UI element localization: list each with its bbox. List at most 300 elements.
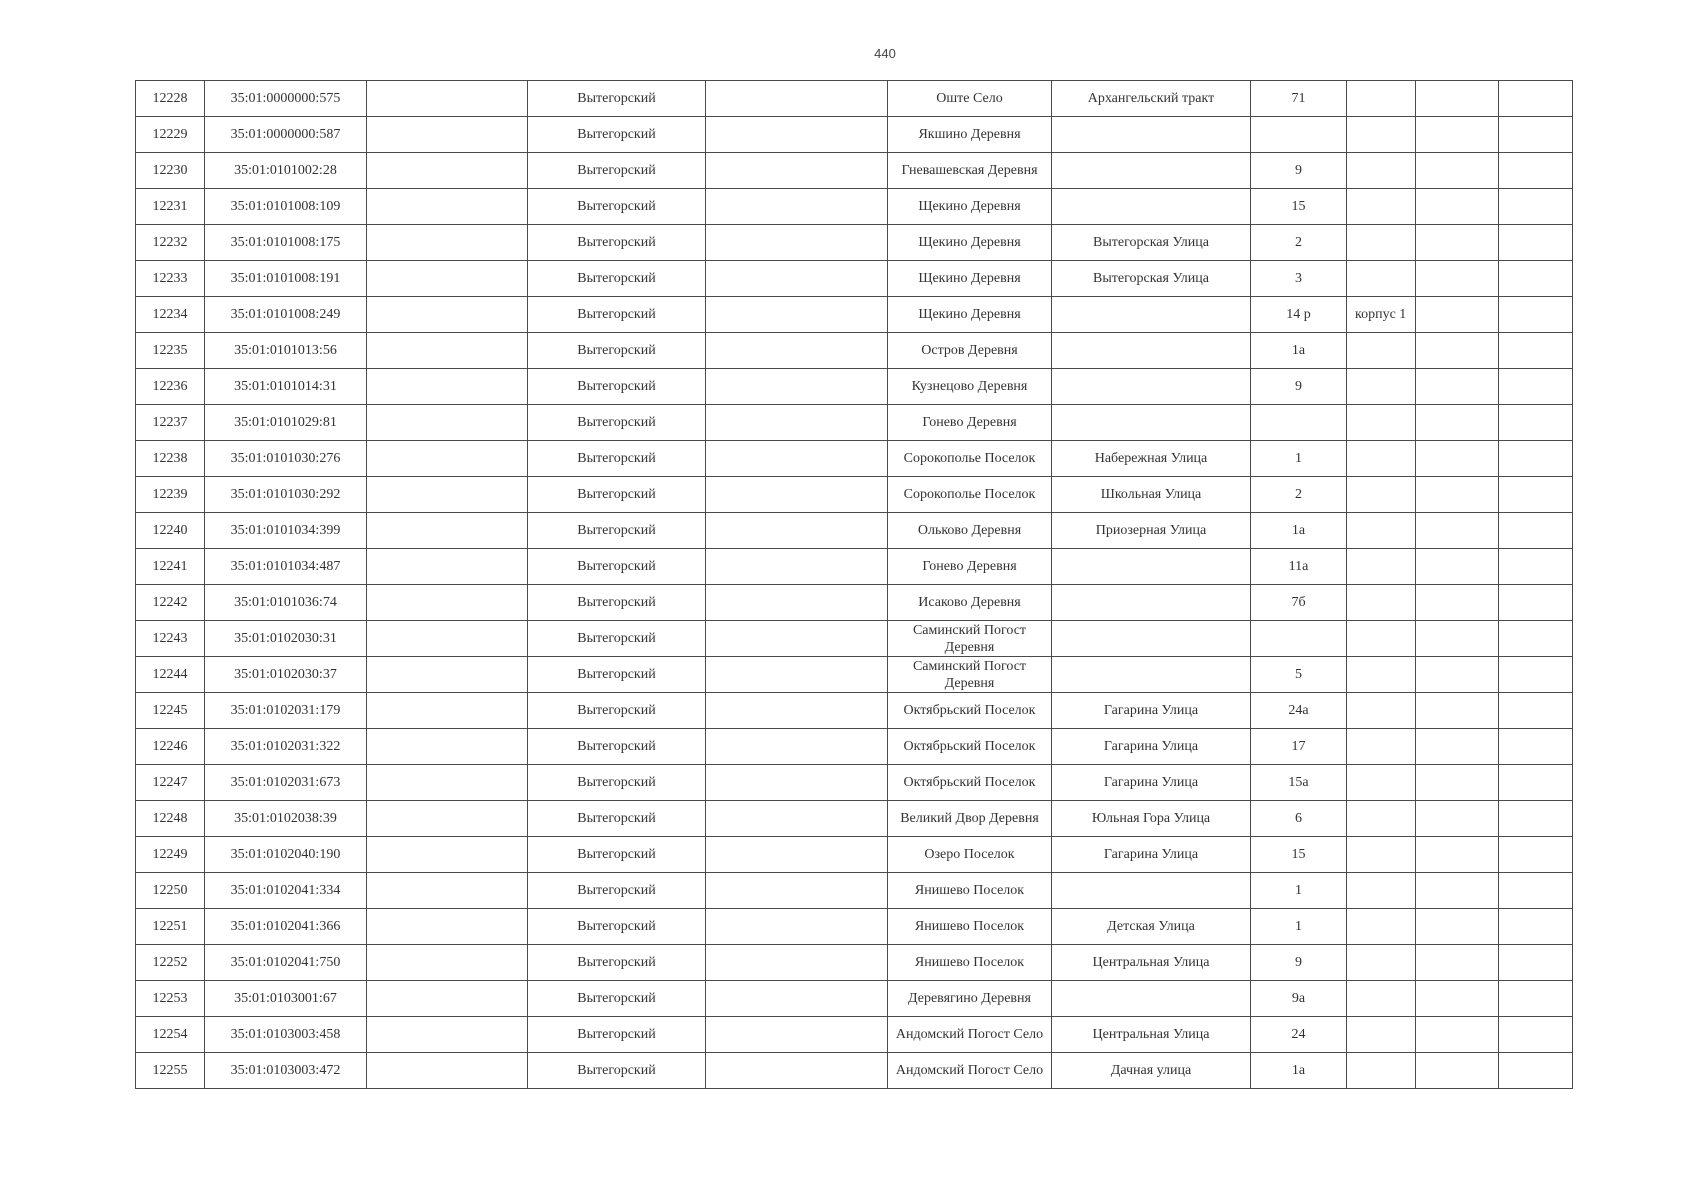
table-row [136,909,1573,945]
cadastral-number-cell: 35:01:0102031:179 [205,693,367,729]
empty-cell [1499,549,1573,585]
district-cell: Вытегорский [528,369,706,405]
district-cell: Вытегорский [528,1053,706,1089]
table-row [136,549,1573,585]
district-cell: Вытегорский [528,513,706,549]
district-cell: Вытегорский [528,117,706,153]
locality-cell: Оште Село [888,81,1052,117]
empty-cell [1416,261,1499,297]
house-number-cell: 1а [1251,513,1347,549]
empty-cell [367,1017,528,1053]
page-number: 440 [874,46,896,61]
locality-cell: Деревягино Деревня [888,981,1052,1017]
empty-cell [1416,981,1499,1017]
empty-cell [1499,297,1573,333]
building-corpus-cell [1347,549,1416,585]
cadastral-number-cell: 35:01:0101002:28 [205,153,367,189]
registry-table-body [136,81,1573,1089]
empty-cell [1499,621,1573,657]
row-number-cell: 12234 [136,297,205,333]
district-cell: Вытегорский [528,225,706,261]
row-number-cell: 12233 [136,261,205,297]
building-corpus-cell [1347,477,1416,513]
empty-cell [706,729,888,765]
empty-cell [1416,189,1499,225]
empty-cell [1416,801,1499,837]
street-cell: Приозерная Улица [1052,513,1251,549]
street-cell: Школьная Улица [1052,477,1251,513]
empty-cell [706,153,888,189]
locality-cell: Гневашевская Деревня [888,153,1052,189]
empty-cell [1499,729,1573,765]
empty-cell [1416,1017,1499,1053]
building-corpus-cell [1347,189,1416,225]
locality-cell: Щекино Деревня [888,225,1052,261]
empty-cell [1499,513,1573,549]
district-cell: Вытегорский [528,477,706,513]
building-corpus-cell [1347,225,1416,261]
empty-cell [367,405,528,441]
house-number-cell: 3 [1251,261,1347,297]
empty-cell [1499,873,1573,909]
empty-cell [706,261,888,297]
empty-cell [1416,873,1499,909]
table-row [136,693,1573,729]
street-cell [1052,549,1251,585]
district-cell: Вытегорский [528,657,706,693]
locality-cell: Исаково Деревня [888,585,1052,621]
district-cell: Вытегорский [528,585,706,621]
building-corpus-cell [1347,909,1416,945]
house-number-cell: 9а [1251,981,1347,1017]
cadastral-number-cell: 35:01:0101030:292 [205,477,367,513]
table-row [136,369,1573,405]
locality-cell: Саминский Погост Деревня [888,621,1052,657]
house-number-cell [1251,117,1347,153]
street-cell: Центральная Улица [1052,945,1251,981]
building-corpus-cell [1347,369,1416,405]
row-number-cell: 12244 [136,657,205,693]
table-row [136,261,1573,297]
row-number-cell: 12228 [136,81,205,117]
empty-cell [367,621,528,657]
district-cell: Вытегорский [528,909,706,945]
house-number-cell: 9 [1251,369,1347,405]
empty-cell [1416,549,1499,585]
cadastral-number-cell: 35:01:0102041:366 [205,909,367,945]
row-number-cell: 12253 [136,981,205,1017]
cadastral-number-cell: 35:01:0102041:334 [205,873,367,909]
cadastral-number-cell: 35:01:0101029:81 [205,405,367,441]
street-cell [1052,333,1251,369]
empty-cell [1416,441,1499,477]
building-corpus-cell [1347,333,1416,369]
empty-cell [1499,1053,1573,1089]
empty-cell [706,117,888,153]
row-number-cell: 12230 [136,153,205,189]
empty-cell [1499,693,1573,729]
empty-cell [1499,585,1573,621]
empty-cell [367,81,528,117]
district-cell: Вытегорский [528,549,706,585]
empty-cell [706,441,888,477]
locality-cell: Янишево Поселок [888,945,1052,981]
row-number-cell: 12255 [136,1053,205,1089]
street-cell: Гагарина Улица [1052,765,1251,801]
row-number-cell: 12241 [136,549,205,585]
street-cell: Гагарина Улица [1052,837,1251,873]
empty-cell [1416,693,1499,729]
district-cell: Вытегорский [528,981,706,1017]
table-row [136,981,1573,1017]
empty-cell [367,225,528,261]
empty-cell [367,837,528,873]
empty-cell [706,81,888,117]
locality-cell: Янишево Поселок [888,909,1052,945]
empty-cell [1416,585,1499,621]
row-number-cell: 12248 [136,801,205,837]
empty-cell [1416,513,1499,549]
empty-cell [1499,261,1573,297]
empty-cell [1499,189,1573,225]
empty-cell [367,189,528,225]
empty-cell [1499,333,1573,369]
building-corpus-cell [1347,945,1416,981]
table-row [136,621,1573,657]
district-cell: Вытегорский [528,297,706,333]
cadastral-number-cell: 35:01:0101036:74 [205,585,367,621]
cadastral-number-cell: 35:01:0101030:276 [205,441,367,477]
building-corpus-cell [1347,1017,1416,1053]
district-cell: Вытегорский [528,729,706,765]
street-cell [1052,405,1251,441]
district-cell: Вытегорский [528,693,706,729]
empty-cell [1499,657,1573,693]
district-cell: Вытегорский [528,837,706,873]
empty-cell [367,477,528,513]
empty-cell [367,369,528,405]
street-cell [1052,117,1251,153]
street-cell: Юльная Гора Улица [1052,801,1251,837]
row-number-cell: 12231 [136,189,205,225]
empty-cell [1416,945,1499,981]
row-number-cell: 12240 [136,513,205,549]
street-cell: Архангельский тракт [1052,81,1251,117]
empty-cell [1416,837,1499,873]
row-number-cell: 12249 [136,837,205,873]
building-corpus-cell [1347,729,1416,765]
house-number-cell: 71 [1251,81,1347,117]
cadastral-number-cell: 35:01:0101008:191 [205,261,367,297]
empty-cell [1416,225,1499,261]
row-number-cell: 12247 [136,765,205,801]
empty-cell [1499,837,1573,873]
cadastral-number-cell: 35:01:0102030:37 [205,657,367,693]
house-number-cell: 15 [1251,189,1347,225]
row-number-cell: 12232 [136,225,205,261]
empty-cell [1416,477,1499,513]
locality-cell: Ольково Деревня [888,513,1052,549]
empty-cell [706,801,888,837]
locality-cell: Щекино Деревня [888,189,1052,225]
table-row [136,477,1573,513]
cadastral-number-cell: 35:01:0000000:575 [205,81,367,117]
house-number-cell: 2 [1251,225,1347,261]
empty-cell [706,189,888,225]
empty-cell [367,585,528,621]
street-cell [1052,621,1251,657]
table-row [136,333,1573,369]
empty-cell [1416,765,1499,801]
house-number-cell: 9 [1251,153,1347,189]
empty-cell [1499,801,1573,837]
locality-cell: Сорокополье Поселок [888,477,1052,513]
table-row [136,297,1573,333]
empty-cell [367,549,528,585]
district-cell: Вытегорский [528,261,706,297]
street-cell [1052,153,1251,189]
cadastral-number-cell: 35:01:0103003:458 [205,1017,367,1053]
table-row [136,513,1573,549]
empty-cell [367,909,528,945]
empty-cell [706,513,888,549]
locality-cell: Саминский Погост Деревня [888,657,1052,693]
empty-cell [1416,117,1499,153]
building-corpus-cell [1347,657,1416,693]
empty-cell [1499,909,1573,945]
table-row [136,765,1573,801]
empty-cell [706,1017,888,1053]
empty-cell [1416,333,1499,369]
table-row [136,1053,1573,1089]
empty-cell [706,549,888,585]
table-row [136,405,1573,441]
empty-cell [1499,1017,1573,1053]
empty-cell [706,621,888,657]
empty-cell [1499,945,1573,981]
empty-cell [1499,765,1573,801]
street-cell: Детская Улица [1052,909,1251,945]
empty-cell [367,153,528,189]
empty-cell [367,801,528,837]
cadastral-number-cell: 35:01:0101014:31 [205,369,367,405]
row-number-cell: 12251 [136,909,205,945]
house-number-cell: 1 [1251,873,1347,909]
house-number-cell: 11а [1251,549,1347,585]
locality-cell: Гонево Деревня [888,405,1052,441]
empty-cell [1416,297,1499,333]
empty-cell [706,225,888,261]
locality-cell: Октябрьский Поселок [888,765,1052,801]
empty-cell [367,729,528,765]
cadastral-number-cell: 35:01:0102031:673 [205,765,367,801]
empty-cell [367,261,528,297]
empty-cell [706,369,888,405]
street-cell: Гагарина Улица [1052,693,1251,729]
house-number-cell: 15 [1251,837,1347,873]
table-row [136,801,1573,837]
empty-cell [1499,117,1573,153]
house-number-cell: 1 [1251,909,1347,945]
district-cell: Вытегорский [528,81,706,117]
empty-cell [1416,81,1499,117]
empty-cell [706,1053,888,1089]
locality-cell: Остров Деревня [888,333,1052,369]
table-row [136,873,1573,909]
street-cell: Вытегорская Улица [1052,261,1251,297]
building-corpus-cell [1347,765,1416,801]
empty-cell [367,333,528,369]
empty-cell [1499,405,1573,441]
empty-cell [1499,225,1573,261]
street-cell: Набережная Улица [1052,441,1251,477]
table-row [136,225,1573,261]
district-cell: Вытегорский [528,873,706,909]
empty-cell [706,405,888,441]
empty-cell [367,657,528,693]
cadastral-number-cell: 35:01:0000000:587 [205,117,367,153]
row-number-cell: 12237 [136,405,205,441]
cadastral-number-cell: 35:01:0102031:322 [205,729,367,765]
house-number-cell: 2 [1251,477,1347,513]
building-corpus-cell [1347,513,1416,549]
empty-cell [706,909,888,945]
empty-cell [1416,1053,1499,1089]
house-number-cell: 9 [1251,945,1347,981]
empty-cell [1416,153,1499,189]
empty-cell [367,1053,528,1089]
building-corpus-cell [1347,441,1416,477]
building-corpus-cell: корпус 1 [1347,297,1416,333]
building-corpus-cell [1347,801,1416,837]
table-row [136,81,1573,117]
locality-cell: Андомский Погост Село [888,1017,1052,1053]
building-corpus-cell [1347,873,1416,909]
building-corpus-cell [1347,1053,1416,1089]
row-number-cell: 12239 [136,477,205,513]
empty-cell [367,765,528,801]
locality-cell: Гонево Деревня [888,549,1052,585]
cadastral-number-cell: 35:01:0103001:67 [205,981,367,1017]
row-number-cell: 12242 [136,585,205,621]
building-corpus-cell [1347,405,1416,441]
street-cell [1052,585,1251,621]
building-corpus-cell [1347,153,1416,189]
row-number-cell: 12229 [136,117,205,153]
house-number-cell [1251,405,1347,441]
empty-cell [1499,81,1573,117]
empty-cell [706,477,888,513]
empty-cell [367,873,528,909]
table-row [136,945,1573,981]
empty-cell [1499,369,1573,405]
empty-cell [1416,405,1499,441]
cadastral-number-cell: 35:01:0101008:175 [205,225,367,261]
empty-cell [367,117,528,153]
empty-cell [367,981,528,1017]
registry-table [135,80,1573,1089]
locality-cell: Андомский Погост Село [888,1053,1052,1089]
district-cell: Вытегорский [528,1017,706,1053]
building-corpus-cell [1347,261,1416,297]
empty-cell [367,513,528,549]
table-row [136,1017,1573,1053]
empty-cell [1499,981,1573,1017]
empty-cell [706,765,888,801]
house-number-cell: 7б [1251,585,1347,621]
row-number-cell: 12246 [136,729,205,765]
empty-cell [706,837,888,873]
district-cell: Вытегорский [528,945,706,981]
row-number-cell: 12236 [136,369,205,405]
empty-cell [706,873,888,909]
locality-cell: Щекино Деревня [888,297,1052,333]
district-cell: Вытегорский [528,621,706,657]
building-corpus-cell [1347,693,1416,729]
house-number-cell: 17 [1251,729,1347,765]
street-cell: Дачная улица [1052,1053,1251,1089]
table-row [136,585,1573,621]
empty-cell [706,981,888,1017]
empty-cell [1416,621,1499,657]
table-row [136,117,1573,153]
locality-cell: Октябрьский Поселок [888,729,1052,765]
row-number-cell: 12243 [136,621,205,657]
table-row [136,153,1573,189]
street-cell [1052,873,1251,909]
empty-cell [367,693,528,729]
house-number-cell [1251,621,1347,657]
table-row [136,729,1573,765]
row-number-cell: 12252 [136,945,205,981]
house-number-cell: 15а [1251,765,1347,801]
empty-cell [367,945,528,981]
locality-cell: Сорокополье Поселок [888,441,1052,477]
cadastral-number-cell: 35:01:0102040:190 [205,837,367,873]
empty-cell [1416,369,1499,405]
district-cell: Вытегорский [528,441,706,477]
cadastral-number-cell: 35:01:0103003:472 [205,1053,367,1089]
empty-cell [367,441,528,477]
locality-cell: Озеро Поселок [888,837,1052,873]
house-number-cell: 1а [1251,1053,1347,1089]
table-row [136,441,1573,477]
street-cell: Вытегорская Улица [1052,225,1251,261]
empty-cell [706,945,888,981]
empty-cell [1499,153,1573,189]
cadastral-number-cell: 35:01:0101034:487 [205,549,367,585]
house-number-cell: 1 [1251,441,1347,477]
cadastral-number-cell: 35:01:0101008:109 [205,189,367,225]
house-number-cell: 14 р [1251,297,1347,333]
locality-cell: Великий Двор Деревня [888,801,1052,837]
table-row [136,657,1573,693]
house-number-cell: 5 [1251,657,1347,693]
row-number-cell: 12245 [136,693,205,729]
cadastral-number-cell: 35:01:0101034:399 [205,513,367,549]
building-corpus-cell [1347,837,1416,873]
empty-cell [1416,909,1499,945]
table-row [136,837,1573,873]
empty-cell [1499,477,1573,513]
row-number-cell: 12235 [136,333,205,369]
street-cell [1052,981,1251,1017]
empty-cell [706,333,888,369]
empty-cell [1416,729,1499,765]
empty-cell [706,693,888,729]
locality-cell: Октябрьский Поселок [888,693,1052,729]
building-corpus-cell [1347,81,1416,117]
